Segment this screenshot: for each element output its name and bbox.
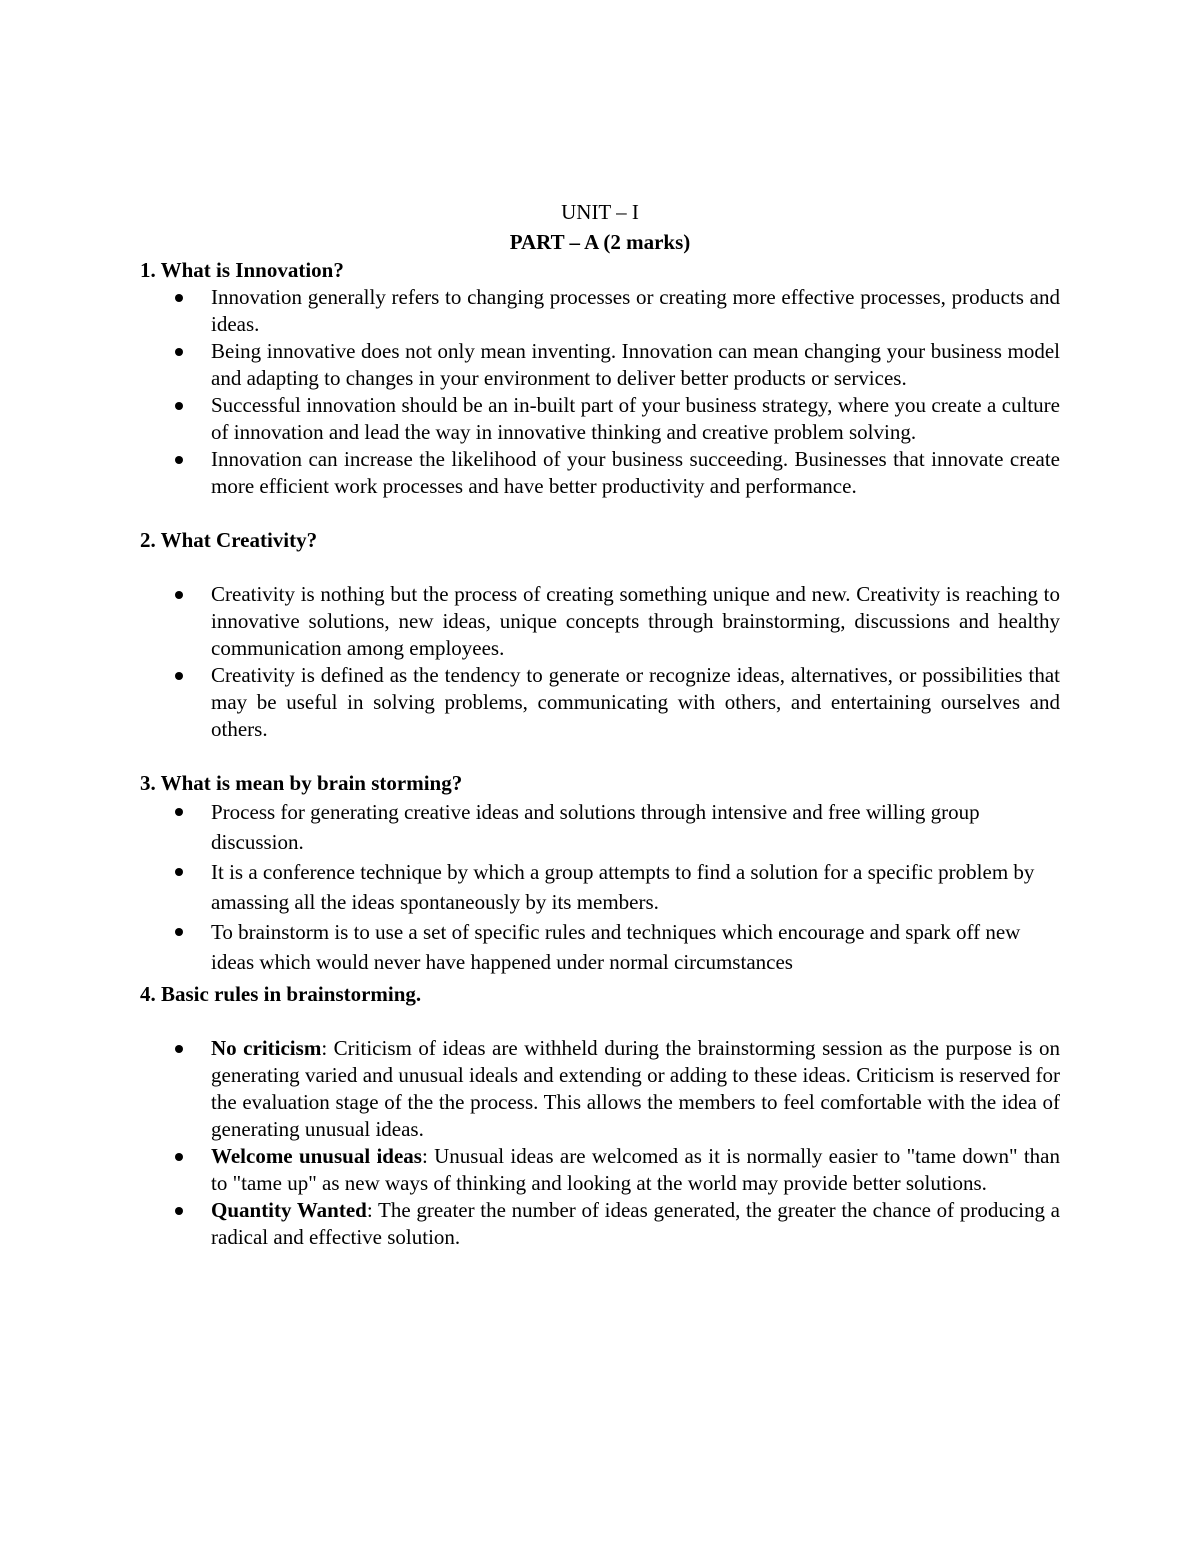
bullet-icon (175, 1207, 183, 1215)
bullet-icon (175, 928, 183, 936)
bullet-icon (175, 808, 183, 816)
list-item (140, 797, 1060, 857)
bullet-icon (175, 591, 183, 599)
rule-text: : The greater the number of ideas generated, the greater the chance of producing a radical and effective solution. (211, 1198, 1060, 1249)
section-heading: 2. What Creativity? (140, 528, 318, 552)
document-page (140, 197, 1060, 1251)
rule-term: Quantity Wanted (211, 1198, 367, 1222)
rule-term: No criticism (211, 1036, 322, 1060)
bullet-text: Successful innovation should be an in-built part of your business strategy, where you create a culture of innovation and lead the way in innovative thinking and creative problem solving. (211, 393, 1060, 444)
bullet-icon (175, 456, 183, 464)
bullet-icon (175, 294, 183, 302)
bullet-list (140, 1035, 1060, 1251)
bullet-list (140, 797, 1060, 977)
list-item (140, 284, 1060, 338)
bullet-text: Innovation can increase the likelihood of your business succeeding. Businesses that innovate create more efficient work processes and have better productivity and performance. (211, 447, 1060, 498)
bullet-icon (175, 672, 183, 680)
list-item (140, 1143, 1060, 1197)
bullet-text: Innovation generally refers to changing processes or creating more effective processes, products and ideas. (211, 285, 1060, 336)
bullet-text: It is a conference technique by which a group attempts to find a solution for a specific problem by amassing all the ideas spontaneously by its members. (211, 860, 1035, 914)
bullet-icon (175, 402, 183, 410)
list-item (140, 917, 1060, 977)
bullet-icon (175, 868, 183, 876)
rule-text: : Unusual ideas are welcomed as it is normally easier to "tame down" than to "tame up" as new ways of thinking and looking at the world may provide better solutions. (211, 1144, 1060, 1195)
list-item (140, 338, 1060, 392)
list-item (140, 1035, 1060, 1143)
list-item (140, 857, 1060, 917)
list-item (140, 446, 1060, 500)
bullet-text: Creativity is defined as the tendency to generate or recognize ideas, alternatives, or possibilities that may be useful in solving problems, communicating with others, and entertaining ourselves and others. (211, 663, 1060, 741)
part-title: PART – A (2 marks) (509, 230, 691, 254)
bullet-icon (175, 1153, 183, 1161)
bullet-text: Process for generating creative ideas and solutions through intensive and free willing group discussion. (211, 800, 980, 854)
list-item (140, 1197, 1060, 1251)
section-heading: 4. Basic rules in brainstorming. (140, 982, 422, 1006)
bullet-text: Creativity is nothing but the process of creating something unique and new. Creativity is reaching to innovative solutions, new ideas, unique concepts through brainstorming, discussions and healthy communication among employees. (211, 582, 1060, 660)
bullet-list (140, 284, 1060, 500)
list-item (140, 662, 1060, 743)
section-heading: 3. What is mean by brain storming? (140, 771, 463, 795)
section-heading: 1. What is Innovation? (140, 258, 344, 282)
bullet-text: Being innovative does not only mean inventing. Innovation can mean changing your business model and adapting to changes in your environment to deliver better products or services. (211, 339, 1060, 390)
bullet-text: To brainstorm is to use a set of specific rules and techniques which encourage and spark off new ideas which would never have happened under normal circumstances (211, 920, 1021, 974)
unit-title: UNIT – I (561, 200, 639, 224)
rule-text: : Criticism of ideas are withheld during the brainstorming session as the purpose is on generating varied and unusual ideals and extending or adding to these ideas. Criticism is reserved for the evaluation stage of the the process. This allows the members to feel comfortable with the idea of generating unusual ideas. (211, 1036, 1060, 1141)
bullet-icon (175, 1045, 183, 1053)
bullet-list (140, 581, 1060, 743)
list-item (140, 581, 1060, 662)
rule-term: Welcome unusual ideas (211, 1144, 422, 1168)
bullet-icon (175, 348, 183, 356)
list-item (140, 392, 1060, 446)
